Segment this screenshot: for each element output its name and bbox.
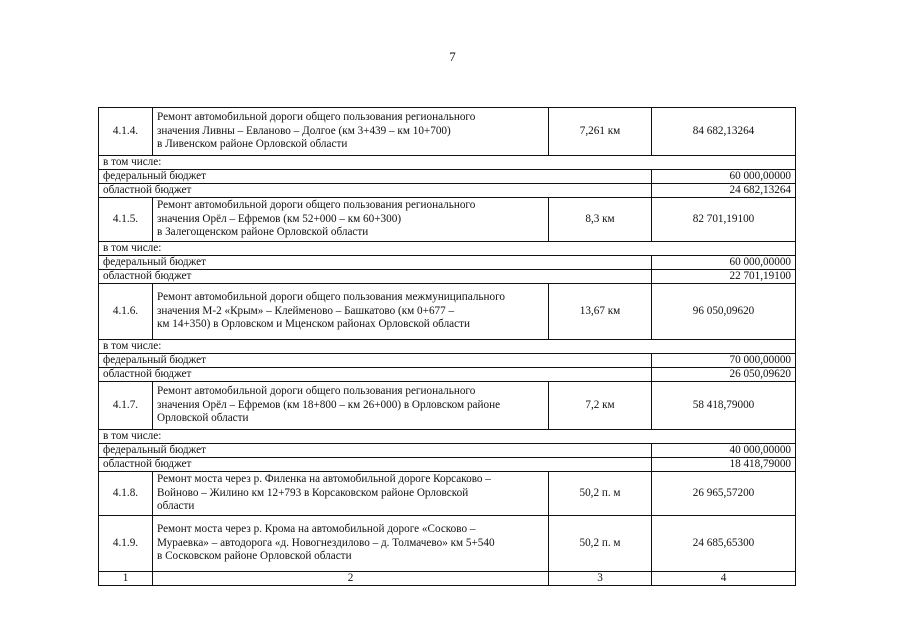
budget-sub-label: областной бюджет	[99, 458, 652, 472]
budget-sub-amount: 40 000,00000	[652, 444, 796, 458]
item-description	[153, 472, 549, 516]
item-description-line: Мураевка» – автодорога «д. Новогнездилово – д. Толмачево» км 5+540	[157, 536, 495, 549]
item-length: 8,3 км	[549, 198, 652, 242]
item-length: 7,2 км	[549, 382, 652, 430]
budget-sub-label: областной бюджет	[99, 184, 652, 198]
column-number: 1	[99, 572, 153, 586]
budget-sub-row	[99, 458, 796, 472]
item-length: 13,67 км	[549, 284, 652, 340]
table-row	[99, 382, 796, 430]
budget-sub-row	[99, 354, 796, 368]
item-description	[153, 198, 549, 242]
budget-sub-label: областной бюджет	[99, 270, 652, 284]
budget-sub-amount: 24 682,13264	[652, 184, 796, 198]
item-description-line: Ремонт моста через р. Филенка на автомобильной дороге Корсаково –	[157, 473, 491, 486]
budget-sub-amount: 18 418,79000	[652, 458, 796, 472]
item-number: 4.1.4.	[99, 108, 153, 156]
item-description	[153, 284, 549, 340]
item-description-line: Ремонт моста через р. Крома на автомобильной дороге «Сосково –	[157, 523, 476, 536]
item-number: 4.1.7.	[99, 382, 153, 430]
item-description-line: в Сосковском районе Орловской области	[157, 550, 352, 563]
item-number: 4.1.8.	[99, 472, 153, 516]
item-description-line: значения Орёл – Ефремов (км 18+800 – км 26+000) в Орловском районе	[157, 398, 501, 411]
column-number: 2	[153, 572, 549, 586]
item-description-line: Ремонт автомобильной дороги общего пользования межмуниципального	[157, 291, 505, 304]
item-amount: 58 418,79000	[652, 382, 796, 430]
budget-sub-row	[99, 340, 796, 354]
budget-sub-row	[99, 430, 796, 444]
budget-table-body	[99, 108, 796, 586]
budget-table	[98, 107, 796, 586]
budget-sub-label: федеральный бюджет	[99, 170, 652, 184]
table-row	[99, 284, 796, 340]
budget-sub-row	[99, 184, 796, 198]
budget-sub-amount: 26 050,09620	[652, 368, 796, 382]
item-length: 50,2 п. м	[549, 472, 652, 516]
budget-sub-row	[99, 270, 796, 284]
item-description-line: значения М-2 «Крым» – Клейменово – Башкатово (км 0+677 –	[157, 304, 455, 317]
item-amount: 82 701,19100	[652, 198, 796, 242]
budget-sub-row	[99, 256, 796, 270]
item-description-line: значения Орёл – Ефремов (км 52+000 – км 60+300)	[157, 212, 402, 225]
budget-sub-row	[99, 444, 796, 458]
column-number: 4	[652, 572, 796, 586]
item-description-line: области	[157, 500, 195, 513]
table-row	[99, 516, 796, 572]
item-length: 7,261 км	[549, 108, 652, 156]
budget-sub-row	[99, 170, 796, 184]
item-amount: 96 050,09620	[652, 284, 796, 340]
column-number-row	[99, 572, 796, 586]
page-number: 7	[449, 49, 456, 64]
budget-sub-label: в том числе:	[99, 156, 796, 170]
column-number: 3	[549, 572, 652, 586]
item-description-line: Ремонт автомобильной дороги общего пользования регионального	[157, 199, 476, 212]
budget-sub-amount: 60 000,00000	[652, 256, 796, 270]
budget-sub-label: в том числе:	[99, 430, 796, 444]
budget-sub-label: областной бюджет	[99, 368, 652, 382]
budget-sub-amount: 22 701,19100	[652, 270, 796, 284]
item-amount: 84 682,13264	[652, 108, 796, 156]
item-amount: 26 965,57200	[652, 472, 796, 516]
item-number: 4.1.9.	[99, 516, 153, 572]
item-description-line: в Залегощенском районе Орловской области	[157, 226, 369, 239]
budget-sub-row	[99, 156, 796, 170]
table-row	[99, 108, 796, 156]
item-description-line: Ремонт автомобильной дороги общего пользования регионального	[157, 385, 476, 398]
budget-sub-label: в том числе:	[99, 242, 796, 256]
item-number: 4.1.5.	[99, 198, 153, 242]
budget-sub-label: федеральный бюджет	[99, 256, 652, 270]
item-description-line: в Ливенском районе Орловской области	[157, 138, 348, 151]
budget-sub-amount: 70 000,00000	[652, 354, 796, 368]
item-amount: 24 685,65300	[652, 516, 796, 572]
item-description-line: Войново – Жилино км 12+793 в Корсаковском районе Орловской	[157, 486, 469, 499]
item-description-line: км 14+350) в Орловском и Мценском районах Орловской области	[157, 318, 470, 331]
budget-sub-amount: 60 000,00000	[652, 170, 796, 184]
budget-sub-row	[99, 368, 796, 382]
budget-sub-label: федеральный бюджет	[99, 444, 652, 458]
item-description-line: значения Ливны – Евланово – Долгое (км 3+439 – км 10+700)	[157, 124, 451, 137]
item-description	[153, 108, 549, 156]
item-length: 50,2 п. м	[549, 516, 652, 572]
item-description	[153, 382, 549, 430]
item-number: 4.1.6.	[99, 284, 153, 340]
budget-sub-label: федеральный бюджет	[99, 354, 652, 368]
item-description	[153, 516, 549, 572]
budget-sub-label: в том числе:	[99, 340, 796, 354]
item-description-line: Ремонт автомобильной дороги общего пользования регионального	[157, 111, 476, 124]
table-row	[99, 198, 796, 242]
table-row	[99, 472, 796, 516]
item-description-line: Орловской области	[157, 412, 249, 425]
budget-sub-row	[99, 242, 796, 256]
